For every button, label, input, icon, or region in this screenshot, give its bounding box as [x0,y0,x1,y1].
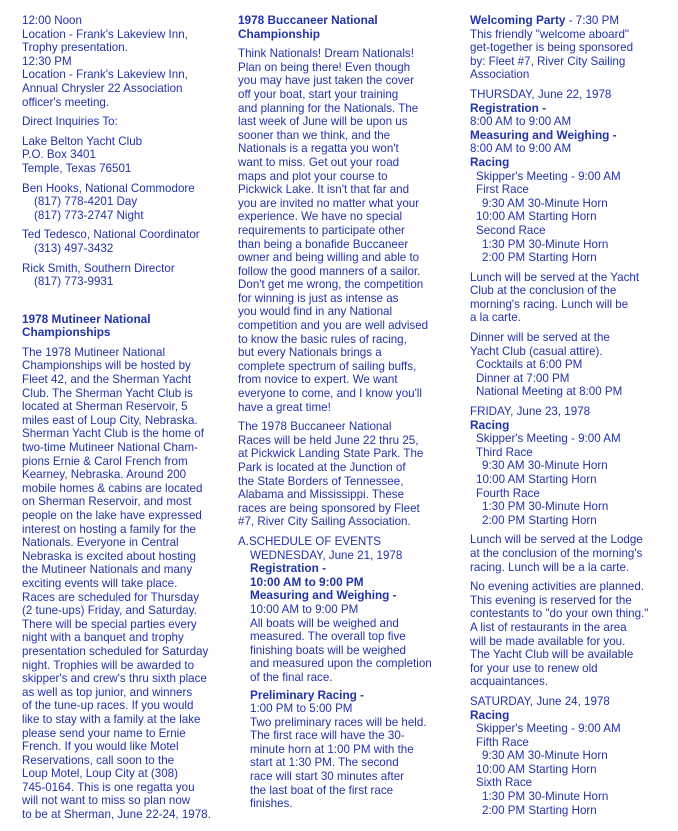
text-line: 9:30 AM 30-Minute Horn [482,196,608,210]
text-line: Location - Frank's Lakeview Inn, [22,68,188,82]
text-line: for winning is just as intense as [238,291,399,305]
buccaneer-intro [238,47,441,414]
text-line: Lunch will be served at the Lodge [470,533,643,547]
text-line: This evening is reserved for the [470,593,632,607]
text-line: The 1978 Mutineer National [22,345,166,359]
text-line: Sherman Yacht Club is the home of [22,427,204,441]
buccaneer-heading [238,14,441,41]
text-line: Dinner will be served at the [470,331,610,345]
text-line: (2 tune-ups) Friday, and Saturday. [22,604,197,618]
text-line: Nationals. Everyone in Central [22,536,179,550]
text-line: Park is located at the Junction of [238,461,406,474]
text-line: you may have just taken the cover [238,74,414,88]
text-line: Reservations, call soon to the [22,753,175,767]
fri-racing-schedule [470,432,670,527]
mutineer-body [22,346,228,822]
text-line: Pickwick Lake. It isn't that far and [238,183,410,197]
text-line: morning's racing. Lunch will be [470,297,629,311]
schedule-registration [238,562,441,811]
text-line: skipper's and crew's thru sixth place [22,672,207,686]
text-line: Location - Frank's Lakeview Inn, [22,27,188,41]
schedule-title: A.SCHEDULE OF EVENTS [238,534,382,548]
text-line: Ted Tedesco, National Coordinator [22,228,200,242]
text-line: to be at Sherman, June 22-24, 1978. [22,808,211,822]
text-line: last week of June will be upon us [238,115,408,129]
sat-racing-label: Racing [470,707,510,722]
welcome-label: Welcoming Party [470,13,566,27]
lunch-friday [470,533,670,574]
text-line: and planning for the Nationals. The [238,101,419,115]
text-line: have a great time! [238,400,331,414]
text-line: 9:30 AM 30-Minute Horn [482,459,608,473]
text-line: Races will be held June 22 thru 25, [238,433,419,447]
text-line: competition and you are well advised [238,319,429,333]
heading-line: Championships [22,325,111,340]
text-line: from novice to expert. We want [238,373,398,387]
text-line: National Meeting at 8:00 PM [476,385,623,399]
text-line: Association [470,68,530,82]
thu-measuring-label: Measuring and Weighing - [470,127,617,142]
text-line: pions Ernie & Carol French from [22,454,188,468]
text-line: The first race will have the 30- [250,729,405,743]
text-line: interest on hosting a family for the [22,522,196,536]
text-line: at the conclusion of the morning's [470,546,643,560]
thu-registration-label: Registration - [470,100,547,115]
text-line: 12:00 Noon [22,14,82,27]
club-address [22,135,228,176]
text-line: on Sherman Reservoir, and most [22,495,192,509]
text-line: everyone to come, and I know you'll [238,387,422,401]
thu-registration-time: 8:00 AM to 9:00 AM [470,115,572,129]
text-line: presentation scheduled for Saturday [22,644,209,658]
text-line: night with a banquet and trophy [22,631,184,645]
text-line: Nebraska is excited about hosting [22,549,197,563]
text-line: Dinner at 7:00 PM [476,371,570,385]
text-line: Annual Chrysler 22 Association [22,81,183,95]
text-line: follow the good manners of a sailor. [238,264,421,278]
text-line: of the tune-up races. If you would [22,699,194,713]
text-line: Trophy presentation. [22,41,128,55]
evening-note [470,580,670,689]
schedule-day: WEDNESDAY, June 21, 1978 [250,548,403,562]
text-line: of the final race. [250,670,333,684]
text-line: 10:00 AM Starting Horn [476,473,597,486]
contact-commodore [22,182,228,223]
text-line: 9:30 AM 30-Minute Horn [482,749,608,763]
column-right [470,14,670,817]
text-line: please send your name to Ernie [22,726,186,740]
text-line: 2:00 PM Starting Horn [482,803,597,817]
buccaneer-races [238,420,441,529]
text-line: experience. We have no special [238,210,403,224]
text-line: the State Borders of Tennessee, [238,474,404,488]
text-line: Kearney, Nebraska. Around 200 [22,468,187,482]
heading-line: Championship [238,26,320,41]
text-line: Ben Hooks, National Commodore [22,181,195,195]
text-line: Sixth Race [476,776,533,790]
friday-day: FRIDAY, June 23, 1978 [470,405,591,419]
contact-director [22,262,228,289]
dinner-intro [470,331,670,358]
text-line: Skipper's Meeting - 9:00 AM [476,722,621,736]
column-left [22,14,228,822]
text-line: (313) 497-3432 [34,241,114,255]
text-line: sooner than we think, and the [238,128,391,142]
saturday-day: SATURDAY, June 24, 1978 [470,694,610,708]
text-line: contestants to "do your own thing." [470,607,649,621]
text-line: Third Race [476,445,533,459]
text-line: Rick Smith, Southern Director [22,261,175,275]
text-line: 1:30 PM 30-Minute Horn [482,500,609,514]
text-line: for your use to renew old [470,661,598,675]
text-line: want to miss. Get out your road [238,155,400,169]
column-middle [238,14,441,811]
text-line: by: Fleet #7, River City Sailing [470,54,626,68]
text-line: miles east of Loup City, Nebraska. [22,413,198,427]
text-line: #7, River City Sailing Association. [238,515,411,529]
welcome-time: - 7:30 PM [565,14,619,27]
welcome-line [470,14,670,28]
sat-racing-schedule [470,722,670,817]
text-line: at Pickwick Landing State Park. The [238,447,424,461]
text-line: 1:30 PM 30-Minute Horn [482,790,609,804]
text-line: but every Nationals brings a [238,346,382,360]
text-line: start at 1:30 PM. The second [250,756,399,770]
contact-coordinator [22,228,228,255]
text-line: P.O. Box 3401 [22,148,96,162]
text-line: Skipper's Meeting - 9:00 AM [476,432,621,446]
prelim-time: 1:00 PM to 5:00 PM [250,702,353,716]
registration-time: 10:00 AM to 9:00 PM [250,574,364,589]
text-line: as well as top junior, and winners [22,685,193,699]
lunch-thursday [470,271,670,325]
text-line: Club at the conclusion of the [470,284,617,298]
text-line: Think Nationals! Dream Nationals! [238,47,414,61]
text-line: 2:00 PM Starting Horn [482,513,597,527]
text-line: 10:00 AM Starting Horn [476,210,597,224]
welcome-body [470,28,670,82]
text-line: A list of restaurants in the area [470,620,627,634]
text-line: First Race [476,183,529,197]
text-line: Nationals is a regatta you won't [238,142,399,156]
text-line: you are invited no matter what your [238,196,420,210]
text-line: finishing boats will be weighed [250,643,406,657]
text-line: finishes. [250,797,293,811]
text-line: a la carte. [470,311,521,325]
text-line: Two preliminary races will be held. [250,715,427,729]
text-line: Loup Motel, Loup City at (308) [22,767,178,781]
text-line: French. If you would like Motel [22,740,179,754]
text-line: mobile homes & cabins are located [22,481,203,495]
measuring-time: 10:00 AM to 9:00 PM [250,602,359,616]
text-line: measured. The overall top five [250,630,406,644]
text-line: two-time Mutineer National Cham- [22,441,198,455]
text-line: Fleet 42, and the Sherman Yacht [22,373,192,387]
measuring-body [250,617,441,685]
text-line: 2:00 PM Starting Horn [482,251,597,265]
text-line: people on the lake have expressed [22,509,202,522]
text-line: racing. Lunch will be a la carte. [470,560,630,574]
text-line: This friendly "welcome aboard" [470,27,630,41]
text-line: acquaintances. [470,675,548,689]
text-line: Club. The Sherman Yacht Club is [22,386,193,400]
prelim-body [250,716,441,811]
text-line: Lake Belton Yacht Club [22,134,143,148]
direct-inquiries-label: Direct Inquiries To: [22,115,118,129]
text-line: Plan on being there! Even though [238,60,411,74]
text-line: The 1978 Buccaneer National [238,420,392,434]
fri-racing-label: Racing [470,417,510,432]
prelim-label: Preliminary Racing - [250,687,365,702]
text-line: (817) 778-4201 Day [34,195,138,209]
text-line: officer's meeting. [22,95,110,109]
heading-line: 1978 Buccaneer National [238,13,378,27]
text-line: Fifth Race [476,735,529,749]
text-line: Alabama and Mississippi. These [238,488,405,502]
text-line: Temple, Texas 76501 [22,161,132,175]
text-line: off your boat, start your training [238,87,399,101]
text-line: than being a bonafide Buccaneer [238,237,409,251]
thu-racing-schedule [470,170,670,265]
dinner-items [470,358,670,399]
text-line: 1:30 PM 30-Minute Horn [482,237,609,251]
text-line: exciting events will take place. [22,576,178,590]
measuring-label: Measuring and Weighing - [250,588,397,603]
text-line: 10:00 AM Starting Horn [476,762,597,776]
text-line: (817) 773-9931 [34,275,114,289]
text-line: will not want to miss so plan now [22,794,191,808]
text-line: requirements to participate other [238,223,405,237]
text-line: Second Race [476,223,546,237]
registration-label: Registration - [250,561,327,576]
thu-measuring-time: 8:00 AM to 9:00 AM [470,142,572,156]
heading-line: 1978 Mutineer National [22,311,151,326]
text-line: race will start 30 minutes after [250,770,404,784]
text-line: the last boat of the first race [250,783,394,797]
text-line: Lunch will be served at the Yacht [470,270,640,284]
text-line: minute horn at 1:00 PM with the [250,742,414,756]
text-line: Races are scheduled for Thursday [22,590,200,604]
text-line: owner and being willing and able to [238,251,420,265]
text-line: to know the basic rules of racing, [238,332,407,346]
text-line: Cocktails at 6:00 PM [476,358,583,372]
text-line: (817) 773-2747 Night [34,208,144,222]
schedule-top [22,14,228,109]
text-line: maps and plot your course to [238,169,388,183]
text-line: Skipper's Meeting - 9:00 AM [476,169,621,183]
text-line: 745-0164. This is one regatta you [22,780,195,794]
text-line: The Yacht Club will be available [470,648,634,662]
text-line: Fourth Race [476,486,540,500]
text-line: like to stay with a family at the lake [22,712,201,726]
thursday-day: THURSDAY, June 22, 1978 [470,87,612,101]
text-line: There will be special parties every [22,617,197,631]
text-line: get-together is being sponsored [470,41,634,55]
text-line: located at Sherman Reservoir, 5 [22,400,188,414]
text-line: complete spectrum of sailing buffs, [238,359,417,373]
text-line: All boats will be weighed and [250,616,399,630]
text-line: the Mutineer Nationals and many [22,563,193,577]
mutineer-heading [22,313,228,340]
text-line: Yacht Club (casual attire). [470,344,603,358]
text-line: you would find in any National [238,305,393,319]
text-line: Don't get me wrong, the competition [238,278,424,292]
text-line: and measured upon the completion [250,657,432,671]
thu-racing-label: Racing [470,154,510,169]
text-line: races are being sponsored by Fleet [238,501,420,515]
text-line: No evening activities are planned. [470,580,645,594]
text-line: Championships will be hosted by [22,359,191,373]
text-line: 12:30 PM [22,54,72,68]
text-line: night. Trophies will be awarded to [22,658,195,672]
text-line: will be made available for you. [470,634,626,648]
